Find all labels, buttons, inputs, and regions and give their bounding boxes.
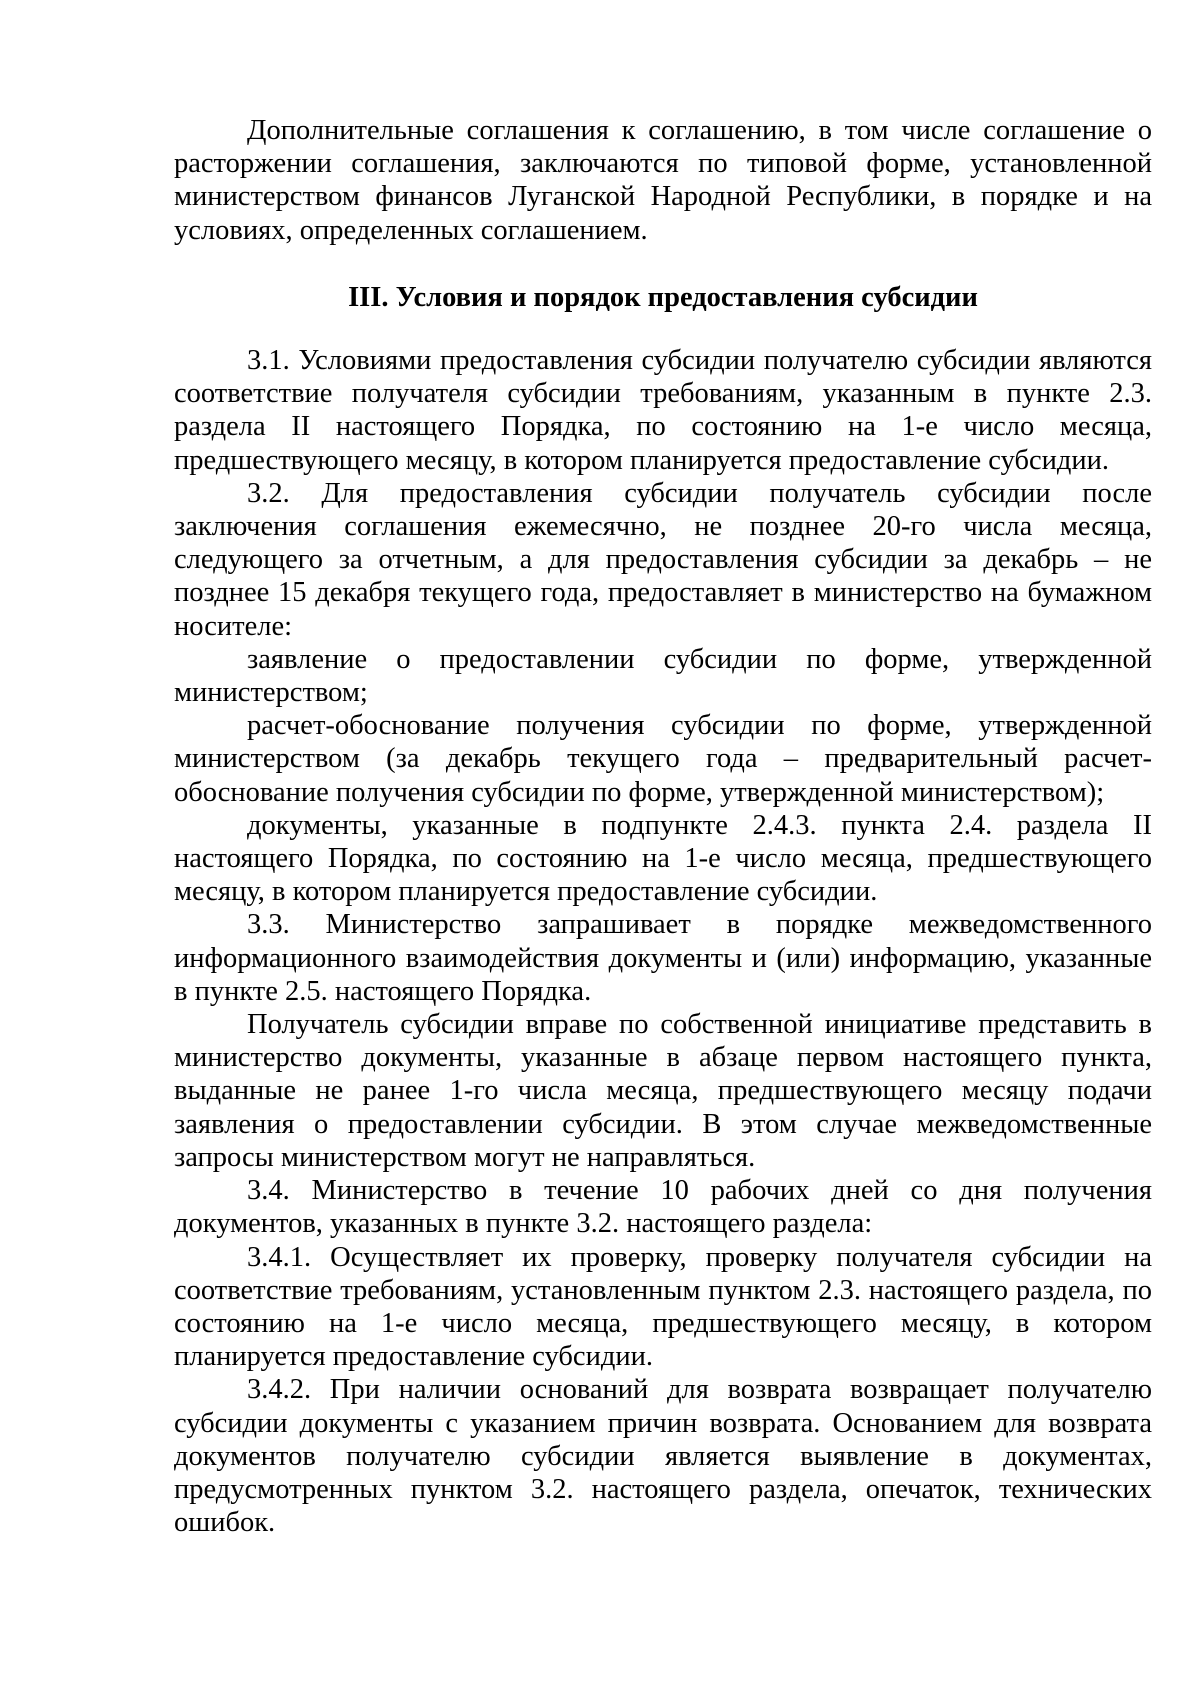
paragraph-3-3: 3.3. Министерство запрашивает в порядке межведомственного информационного взаимодействия документы и (или) информацию, указанные в пункте 2.5. настоящего Порядка.	[174, 909, 1152, 1007]
paragraph-3-4: 3.4. Министерство в течение 10 рабочих дней со дня получения документов, указанных в пункте 3.2. настоящего раздела:	[174, 1175, 1152, 1240]
section-heading: III. Условия и порядок предоставления субсидии	[348, 281, 978, 313]
document-page	[174, 114, 1152, 1539]
paragraph-3-2: 3.2. Для предоставления субсидии получатель субсидии после заключения соглашения ежемесячно, не позднее 20-го числа месяца, следующего за отчетным, а для предоставления субсидии за декабрь – не позднее 15 декабря текущего года, предоставляет в министерство на бумажном носителе:	[174, 477, 1152, 642]
paragraph-own-initiative: Получатель субсидии вправе по собственной инициативе представить в министерство документы, указанные в абзаце первом настоящего пункта, выданные не ранее 1-го числа месяца, предшествующего месяцу подачи заявления о предоставлении субсидии. В этом случае межведомственные запросы министерством могут не направляться.	[174, 1009, 1152, 1173]
list-item-documents: документы, указанные в подпункте 2.4.3. пункта 2.4. раздела II настоящего Порядка, по состоянию на 1-е число месяца, предшествующего месяцу, в котором планируется предоставление субсидии.	[174, 809, 1152, 908]
paragraph-3-4-2: 3.4.2. При наличии оснований для возврата возвращает получателю субсидии документы с указанием причин возврата. Основанием для возврата документов получателю субсидии является выявление в документах, предусмотренных пунктом 3.2. настоящего раздела, опечаток, технических ошибок.	[174, 1374, 1152, 1539]
paragraph-3-1: 3.1. Условиями предоставления субсидии получателю субсидии являются соответствие получателя субсидии требованиям, указанным в пункте 2.3. раздела II настоящего Порядка, по состоянию на 1-е число месяца, предшествующего месяцу, в котором планируется предоставление субсидии.	[174, 345, 1152, 476]
paragraph-additional-agreements: Дополнительные соглашения к соглашению, в том числе соглашение о расторжении соглашения, заключаются по типовой форме, установленной министерством финансов Луганской Народной Республики, в порядке и на условиях, определенных соглашением.	[174, 115, 1152, 246]
list-item-calculation: расчет-обоснование получения субсидии по форме, утвержденной министерством (за декабрь текущего года – предварительный расчет-обоснование получения субсидии по форме, утвержденной министерством);	[174, 710, 1152, 808]
paragraph-3-4-1: 3.4.1. Осуществляет их проверку, проверку получателя субсидии на соответствие требованиям, установленным пунктом 2.3. настоящего раздела, по состоянию на 1-е число месяца, предшествующего месяцу, в котором планируется предоставление субсидии.	[174, 1241, 1152, 1373]
list-item-application: заявление о предоставлении субсидии по форме, утвержденной министерством;	[174, 643, 1152, 709]
